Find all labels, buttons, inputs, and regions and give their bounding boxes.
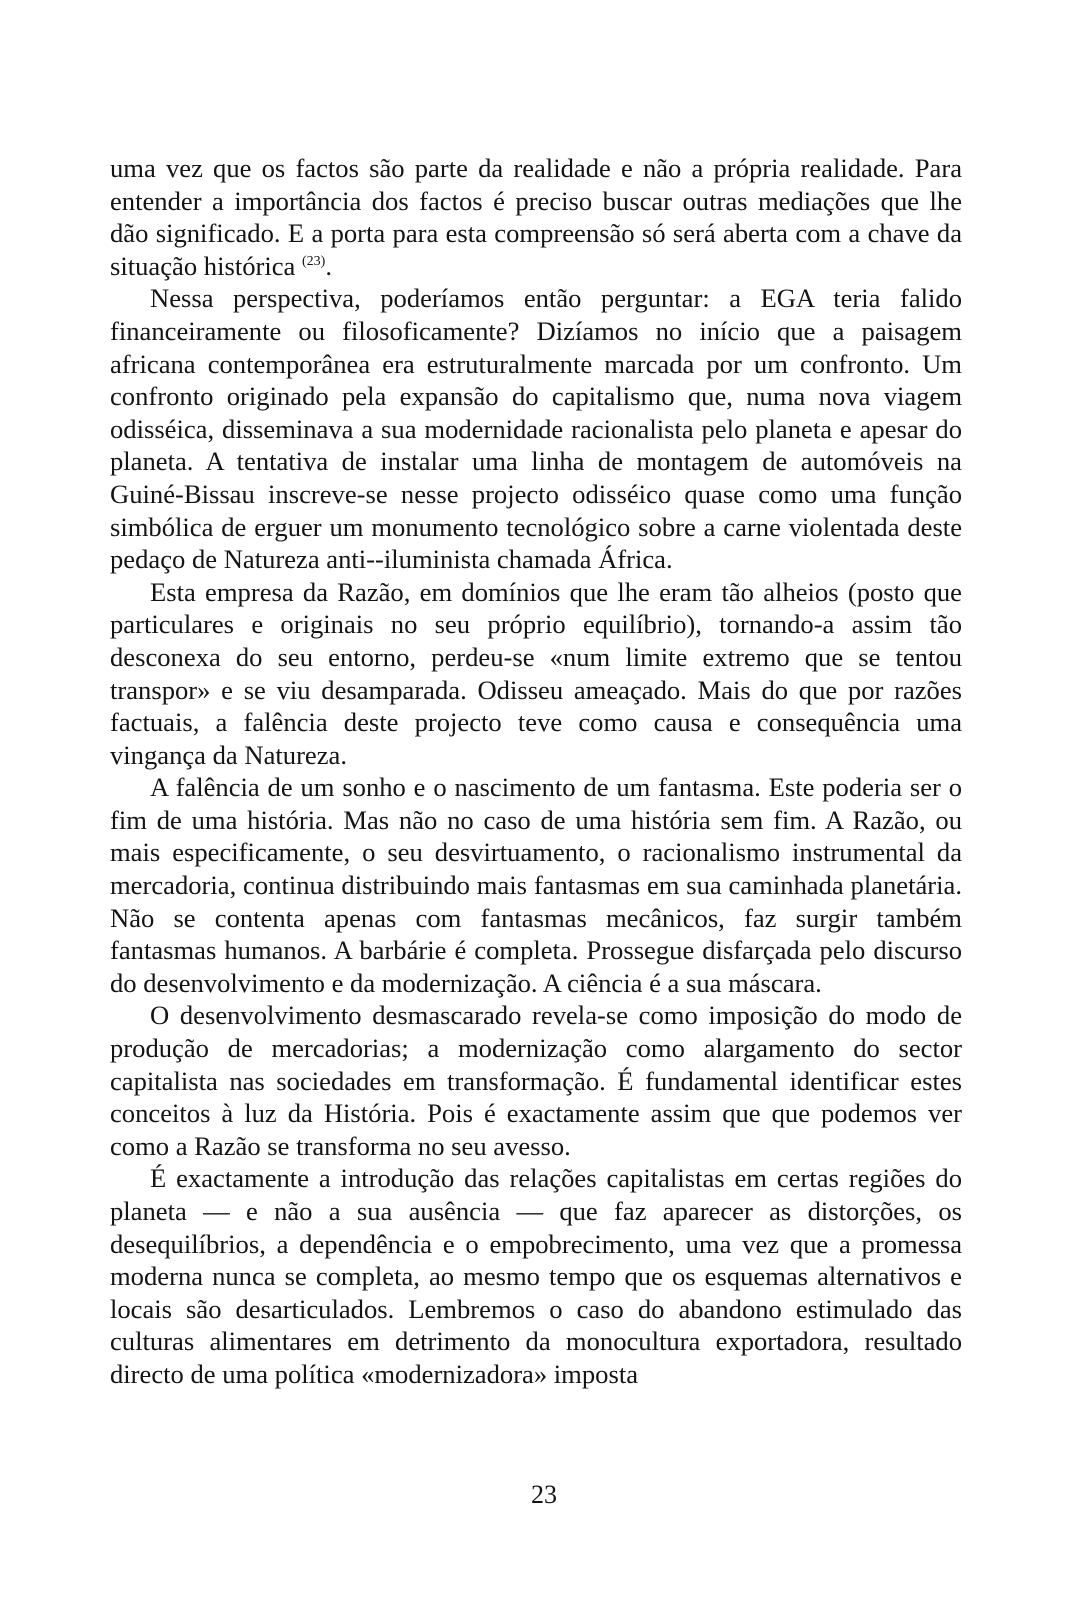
paragraph-6: É exactamente a introdução das relações capitalistas em certas regiões do planeta — e não a sua ausência — que faz aparecer as distorções, os desequilíbrios, a dependência e o empobrecimento, uma vez que a promessa moderna nunca se completa, ao mesmo tempo que os esquemas alternativos e locais são desarticulados. Lembremos o caso do abandono estimulado das culturas alimentares em detrimento da monocultura exportadora, resultado directo de uma política «modernizadora» imposta	[110, 1163, 962, 1389]
paragraph-5: O desenvolvimento desmascarado revela-se como imposição do modo de produção de mercadorias; a modernização como alargamento do sector capitalista nas sociedades em transformação. É fundamental identificar estes conceitos à luz da História. Pois é exactamente assim que que podemos ver como a Razão se transforma no seu avesso.	[110, 1000, 962, 1161]
paragraph-4: A falência de um sonho e o nascimento de um fantasma. Este poderia ser o fim de uma história. Mas não no caso de uma história sem fim. A Razão, ou mais especificamente, o seu desvirtuamento, o racionalismo instrumental da mercadoria, continua distribuindo mais fantasmas em sua caminhada planetária. Não se contenta apenas com fantasmas mecânicos, faz surgir também fantasmas humanos. A barbárie é completa. Prossegue disfarçada pelo discurso do desenvolvimento e da modernização. A ciência é a sua máscara.	[110, 772, 962, 998]
footnote-reference: (23)	[302, 253, 326, 269]
paragraph-3: Esta empresa da Razão, em domínios que lhe eram tão alheios (posto que particulares e originais no seu próprio equilíbrio), tornando-a assim tão desconexa do seu entorno, perdeu-se «num limite extremo que se tentou transpor» e se viu desamparada. Odisseu ameaçado. Mais do que por razões factuais, a falência deste projecto teve como causa e consequência uma vingança da Natureza.	[110, 576, 962, 770]
paragraph-2: Nessa perspectiva, poderíamos então perguntar: a EGA teria falido financeiramente ou filosoficamente? Dizíamos no início que a paisagem africana contemporânea era estruturalmente marcada por um confronto. Um confronto originado pela expansão do capitalismo que, numa nova viagem odisséica, disseminava a sua modernidade racionalista pelo planeta e apesar do planeta. A tentativa de instalar uma linha de montagem de automóveis na Guiné-Bissau inscreve-se nesse projecto odisséico quase como uma função simbólica de erguer um monumento tecnológico sobre a carne violentada deste pedaço de Natureza anti--iluminista chamada África.	[110, 283, 962, 575]
paragraph-1-text: uma vez que os factos são parte da realidade e não a própria realidade. Para entender a importância dos factos é preciso buscar outras mediações que lhe dão significado. E a porta para esta compreensão só será aberta com a chave da situação histórica	[110, 153, 962, 281]
page-number: 23	[531, 1480, 557, 1509]
body-text	[110, 152, 962, 1391]
paragraph-1	[110, 152, 962, 282]
paragraph-1-trailing: .	[325, 250, 332, 281]
